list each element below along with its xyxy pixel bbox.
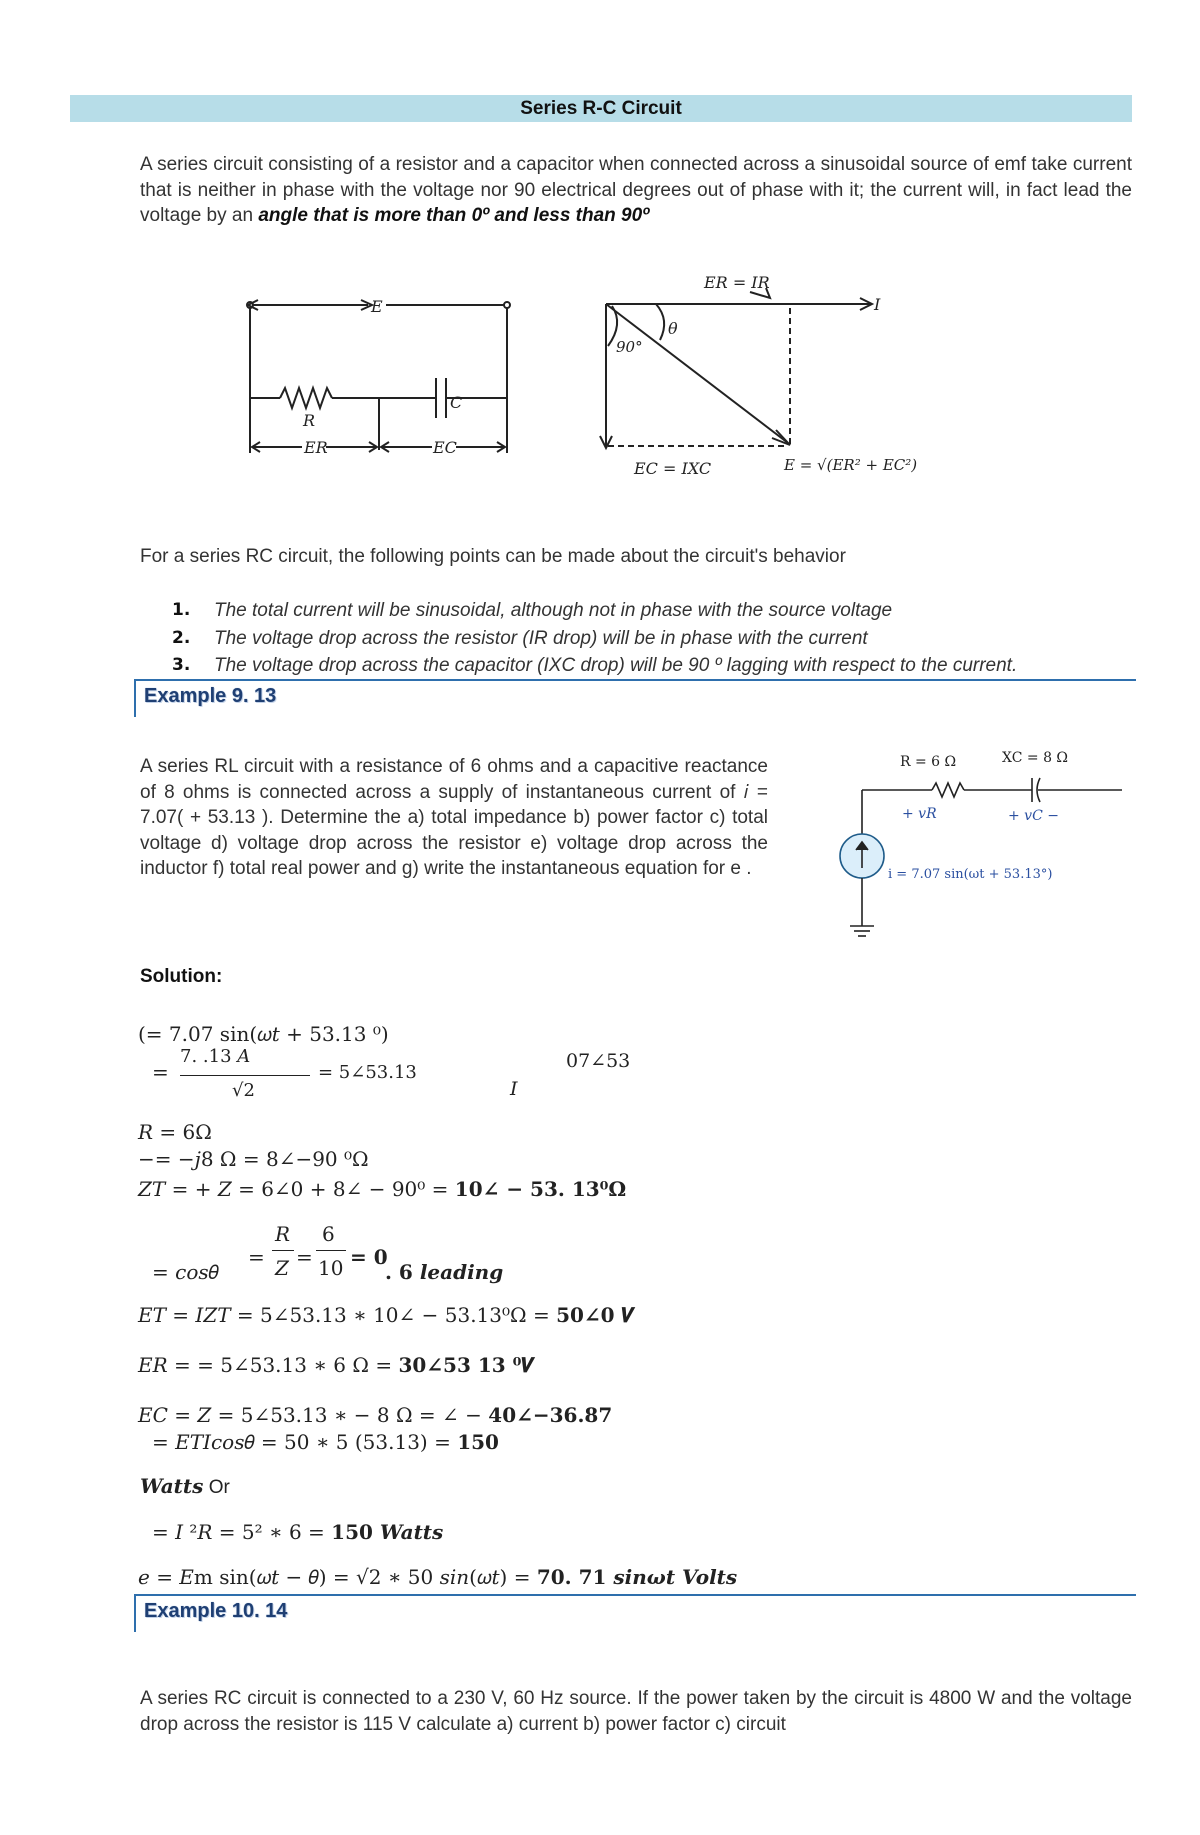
sol-line-6f: leading xyxy=(419,1260,504,1284)
label-r: R xyxy=(303,411,316,430)
sol-line-2-right: 07∠53 xyxy=(566,1050,631,1072)
sol-line-2b: = 5∠53.13 xyxy=(318,1062,417,1083)
example-header xyxy=(134,1594,1136,1632)
sol-line-10b: 150 xyxy=(457,1430,499,1454)
sol-line-13d: sinωt Volts xyxy=(613,1565,738,1589)
page-title: Series R-C Circuit xyxy=(520,98,682,119)
sol-line-6e: . 6 xyxy=(385,1260,420,1284)
title-bar xyxy=(70,95,1132,122)
label-e-sqrt: E = √(ER² + EC²) xyxy=(784,456,918,474)
sol-line-6-frac1-num: 𝑅 xyxy=(275,1222,291,1246)
sol-line-11 xyxy=(140,1474,230,1499)
fraction-bar xyxy=(316,1250,346,1251)
list-text: The voltage drop across the capacitor (IXC drop) will be 90 º lagging with respect to the current. xyxy=(214,655,1018,676)
sol-line-13b: 70 xyxy=(536,1565,565,1589)
sol-line-7 xyxy=(138,1303,634,1327)
example2-problem: A series RC circuit is connected to a 230 V, 60 Hz source. If the power taken by the circuit is 4800 W and the voltage drop across the resistor is 115 V calculate a) current b) power factor c) circuit xyxy=(140,1688,1132,1735)
solution-label: Solution: xyxy=(140,966,223,987)
label-ec-ixc: EC = IXC xyxy=(634,459,712,478)
list-num: 1. xyxy=(172,600,191,620)
intro-paragraph xyxy=(140,152,1132,229)
sol-line-3: 𝑅 = 6Ω xyxy=(138,1120,212,1144)
sol-line-9a: 𝐸𝐶 = 𝑍 = 5∠53.13 ∗ − 8 Ω = ∠ − xyxy=(138,1403,489,1427)
sol-line-2-den: √2 xyxy=(232,1080,255,1101)
phasor-diagram xyxy=(600,268,918,488)
label-er: ER xyxy=(304,438,328,457)
label-e: E xyxy=(371,297,383,316)
sol-line-6a: = 𝑐𝑜𝑠𝜃 xyxy=(152,1260,219,1284)
sol-line-6b: = xyxy=(248,1245,265,1269)
label-er-ir: ER = IR xyxy=(704,273,770,292)
list-num: 2. xyxy=(172,627,191,648)
sol-line-9 xyxy=(138,1403,612,1427)
label-c: C xyxy=(450,393,463,412)
intro-emphasis: angle that is more than 0º and less than 90º xyxy=(258,205,650,226)
sol-line-12c: Watts xyxy=(379,1520,444,1544)
behavior-intro: For a series RC circuit, the following points can be made about the circuit's behavior xyxy=(140,546,846,567)
list-item xyxy=(172,652,1132,680)
vr-label: + vR xyxy=(902,806,937,822)
sol-line-1: (= 7.07 sin(𝜔𝑡 + 53.13 ⁰) xyxy=(138,1022,389,1046)
example-header xyxy=(134,679,1136,717)
i-label: i = 7.07 sin(ωt + 53.13°) xyxy=(888,867,1053,882)
sol-line-6-frac1-den: 𝑍 xyxy=(275,1256,289,1280)
sol-line-6-frac2-num: 6 xyxy=(322,1222,335,1246)
sol-line-11a: Watts xyxy=(140,1474,204,1498)
sol-line-2-num: 7. .13 𝐴 xyxy=(180,1046,251,1067)
label-ec: EC xyxy=(433,438,457,457)
sol-line-2-box: 𝐼 xyxy=(510,1078,518,1100)
label-theta: θ xyxy=(668,319,678,338)
vc-label: + vC − xyxy=(1008,808,1059,824)
list-num: 3. xyxy=(172,655,191,675)
example-circuit-figure xyxy=(832,738,1132,948)
example-label: Example 10. 14 xyxy=(144,1600,288,1622)
sol-line-8a: 𝐸𝑅 = = 5∠53.13 ∗ 6 Ω = xyxy=(138,1353,399,1377)
sol-line-12a: = 𝐼 ²𝑅 = 5² ∗ 6 = xyxy=(152,1520,332,1544)
label-90: 90° xyxy=(616,338,643,356)
behavior-list xyxy=(172,597,1132,680)
sol-line-8 xyxy=(138,1353,534,1377)
fraction-bar xyxy=(180,1075,310,1076)
label-i: I xyxy=(874,295,881,314)
sol-line-5a: 𝑍𝑇 = + 𝑍 = 6∠0 + 8∠ − 90⁰ = xyxy=(138,1177,455,1201)
sol-line-6d: = 𝟎 xyxy=(350,1245,388,1269)
sol-line-13 xyxy=(138,1565,737,1589)
sol-line-4: −= −𝑗8 Ω = 8∠−90 ⁰Ω xyxy=(138,1147,369,1171)
rc-circuit-diagram xyxy=(240,290,520,470)
sol-line-6c: = xyxy=(296,1245,313,1269)
fraction-bar xyxy=(272,1250,294,1251)
sol-line-7a: 𝐸𝑇 = 𝐼𝑍𝑇 = 5∠53.13 ∗ 10∠ − 53.13⁰Ω = xyxy=(138,1303,557,1327)
intro-text: A series circuit consisting of a resistor and a capacitor when connected across a sinusoidal source of emf take current that is neither in phase with the voltage nor 90 electrical degrees out of phase with it; the current will, in fact lead the voltage by an xyxy=(140,154,1132,226)
list-text: The total current will be sinusoidal, although not in phase with the source voltage xyxy=(214,600,893,621)
sol-line-13a: 𝑒 = 𝐸m sin(𝜔𝑡 − 𝜃) = √2 ∗ 50 𝑠𝑖𝑛(𝜔𝑡) = xyxy=(138,1565,537,1589)
list-text: The voltage drop across the resistor (IR drop) will be in phase with the current xyxy=(214,627,868,649)
list-item xyxy=(172,625,1132,653)
sol-line-13c: . 71 xyxy=(564,1565,614,1589)
r-label: R = 6 Ω xyxy=(900,754,957,770)
sol-line-6-tail xyxy=(385,1260,503,1284)
sol-line-7b: 50∠0 𝑽 xyxy=(556,1303,635,1327)
sol-line-10 xyxy=(152,1430,499,1454)
sol-line-10a: = 𝐸𝑇𝐼𝑐𝑜𝑠𝜃 = 50 ∗ 5 (53.13) = xyxy=(152,1430,458,1454)
example-label: Example 9. 13 xyxy=(144,685,277,707)
sol-line-5 xyxy=(138,1177,626,1201)
sol-line-12 xyxy=(152,1520,443,1544)
sol-line-6-frac2-den: 10 xyxy=(318,1256,344,1280)
example-problem: A series RL circuit with a resistance of 6 ohms and a capacitive reactance of 8 ohms is connected across a supply of instantaneous current of 𝑖 = 7.07( + 53.13 ). Determine the a) total impedance b) power factor c) total voltage d) voltage drop across the resistor e) voltage drop across the inductor f) total real power and g) write the instantaneous equation for e . xyxy=(140,756,768,879)
sol-line-8b: 30∠53 13 ⁰𝑽 xyxy=(398,1353,534,1377)
sol-line-2a: = xyxy=(152,1060,169,1084)
sol-line-5b: 10∠ − 53. 13⁰Ω xyxy=(454,1177,627,1201)
xc-label: XC = 8 Ω xyxy=(1002,750,1069,766)
list-item xyxy=(172,597,1132,625)
sol-line-9b: 40∠−36.87 xyxy=(488,1403,613,1427)
sol-line-11b: Or xyxy=(203,1477,230,1498)
sol-line-12b: 150 xyxy=(331,1520,380,1544)
